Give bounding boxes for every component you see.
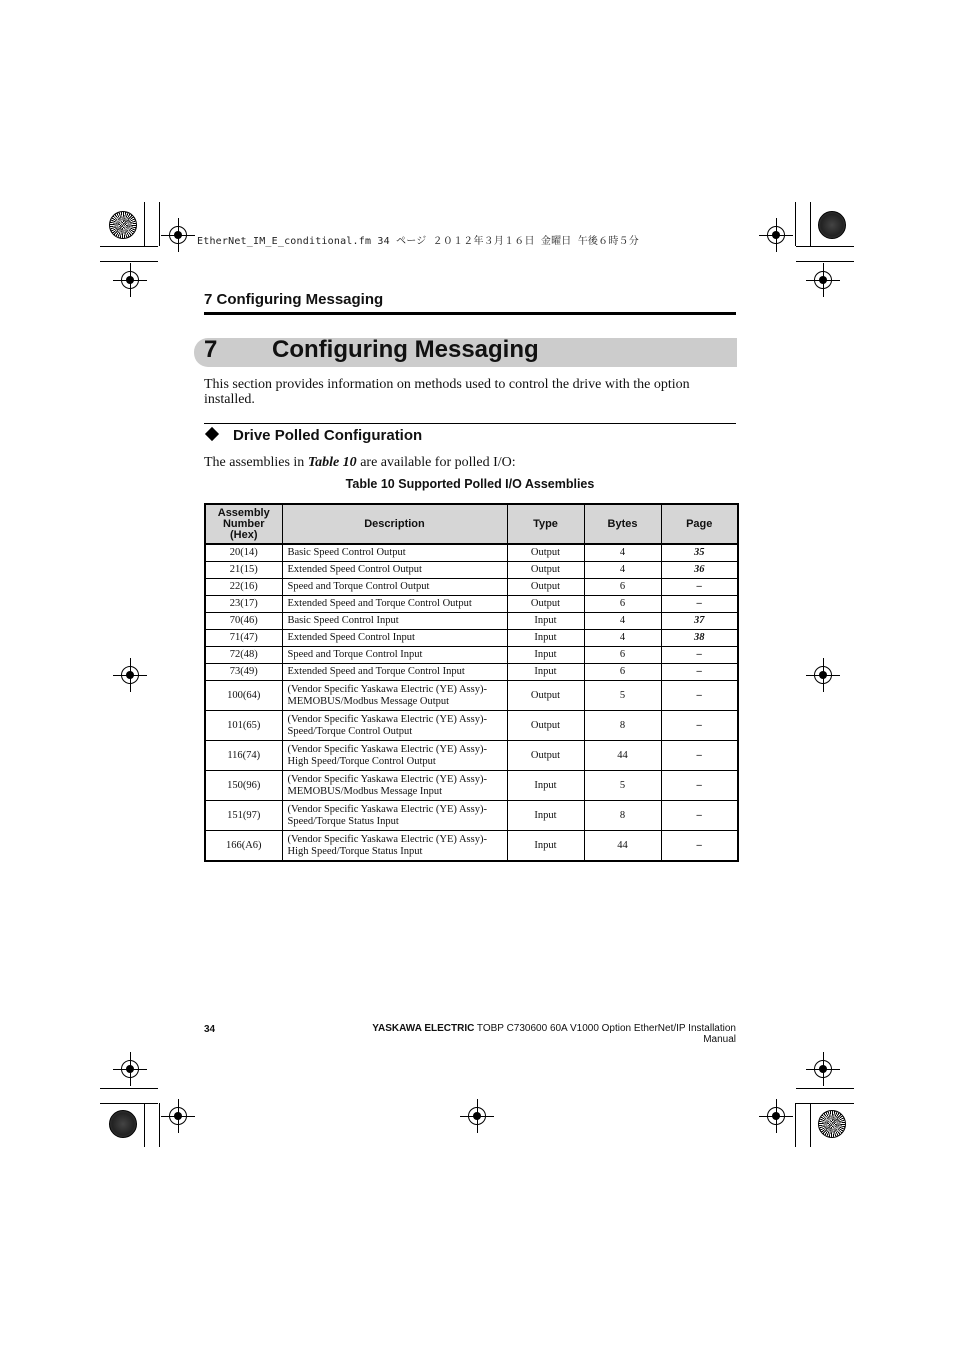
registration-star-icon	[109, 211, 137, 239]
page-cell: 37	[661, 613, 738, 630]
type-cell: Output	[507, 579, 584, 596]
table-row	[205, 664, 738, 681]
page-cell: –	[661, 596, 738, 613]
section-title: Drive Polled Configuration	[233, 427, 423, 444]
bytes-cell: 8	[584, 801, 661, 831]
description-cell: Speed and Torque Control Output	[282, 579, 507, 596]
page-number: 34	[204, 1024, 216, 1035]
bytes-cell: 5	[584, 771, 661, 801]
table-row	[205, 596, 738, 613]
bytes-cell: 5	[584, 681, 661, 711]
table-row	[205, 831, 738, 862]
table-row	[205, 711, 738, 741]
registration-target-icon	[468, 1107, 486, 1125]
footer-brand: YASKAWA ELECTRIC	[372, 1023, 475, 1034]
bytes-cell: 8	[584, 711, 661, 741]
registration-target-icon	[814, 666, 832, 684]
type-cell: Output	[507, 681, 584, 711]
page-cell: 38	[661, 630, 738, 647]
page-cell: –	[661, 711, 738, 741]
table-row	[205, 579, 738, 596]
registration-star-icon	[818, 1110, 846, 1138]
description-cell: (Vendor Specific Yaskawa Electric (YE) Assy)-MEMOBUS/Modbus Message Output	[282, 681, 507, 711]
column-header: Description	[282, 504, 507, 544]
bytes-cell: 44	[584, 741, 661, 771]
type-cell: Input	[507, 647, 584, 664]
column-header: Page	[661, 504, 738, 544]
bytes-cell: 6	[584, 596, 661, 613]
assembly-number-cell: 150(96)	[205, 771, 282, 801]
page-cell: –	[661, 681, 738, 711]
assembly-number-cell: 151(97)	[205, 801, 282, 831]
table-row	[205, 544, 738, 562]
type-cell: Output	[507, 711, 584, 741]
type-cell: Input	[507, 613, 584, 630]
type-cell: Input	[507, 630, 584, 647]
registration-star-icon	[109, 1110, 137, 1138]
bytes-cell: 4	[584, 544, 661, 562]
table-row	[205, 681, 738, 711]
table-row	[205, 630, 738, 647]
type-cell: Input	[507, 801, 584, 831]
paragraph-text: are available for polled I/O:	[356, 455, 516, 470]
description-cell: (Vendor Specific Yaskawa Electric (YE) Assy)-High Speed/Torque Status Input	[282, 831, 507, 862]
assembly-number-cell: 100(64)	[205, 681, 282, 711]
page-cell: –	[661, 579, 738, 596]
running-head-rule	[204, 312, 736, 315]
assembly-number-cell: 21(15)	[205, 562, 282, 579]
table-reference: Table 10	[307, 455, 357, 470]
page-cell: 35	[661, 544, 738, 562]
file-info-slug: EtherNet_IM_E_conditional.fm 34 ページ ２０１２年３月１６日 金曜日 午後６時５分	[197, 236, 639, 247]
bytes-cell: 6	[584, 579, 661, 596]
table-row	[205, 647, 738, 664]
type-cell: Input	[507, 664, 584, 681]
assembly-number-cell: 101(65)	[205, 711, 282, 741]
table-row	[205, 771, 738, 801]
registration-target-icon	[814, 271, 832, 289]
column-header: Bytes	[584, 504, 661, 544]
column-header: Type	[507, 504, 584, 544]
registration-target-icon	[121, 271, 139, 289]
bytes-cell: 4	[584, 613, 661, 630]
registration-target-icon	[121, 1060, 139, 1078]
bytes-cell: 4	[584, 562, 661, 579]
diamond-bullet-icon	[205, 427, 219, 441]
description-cell: (Vendor Specific Yaskawa Electric (YE) Assy)-MEMOBUS/Modbus Message Input	[282, 771, 507, 801]
type-cell: Output	[507, 544, 584, 562]
page-cell: –	[661, 831, 738, 862]
table-row	[205, 613, 738, 630]
assembly-number-cell: 20(14)	[205, 544, 282, 562]
section-rule	[204, 423, 736, 424]
footer-doc: TOBP C730600 60A V1000 Option EtherNet/IP Installation Manual	[474, 1023, 736, 1045]
page-cell: –	[661, 801, 738, 831]
table-intro-paragraph	[204, 455, 516, 471]
bytes-cell: 6	[584, 647, 661, 664]
assembly-number-cell: 166(A6)	[205, 831, 282, 862]
table-caption: Table 10 Supported Polled I/O Assemblies	[345, 477, 595, 491]
description-cell: Extended Speed and Torque Control Output	[282, 596, 507, 613]
table-row	[205, 741, 738, 771]
registration-target-icon	[767, 226, 785, 244]
assembly-number-cell: 70(46)	[205, 613, 282, 630]
registration-target-icon	[121, 666, 139, 684]
chapter-number: 7	[204, 336, 218, 363]
assembly-number-cell: 116(74)	[205, 741, 282, 771]
assembly-number-cell: 73(49)	[205, 664, 282, 681]
running-head: 7 Configuring Messaging	[204, 291, 384, 308]
table-header-row	[205, 504, 738, 544]
type-cell: Input	[507, 831, 584, 862]
page-cell: –	[661, 664, 738, 681]
assembly-number-cell: 72(48)	[205, 647, 282, 664]
type-cell: Output	[507, 562, 584, 579]
page-cell: –	[661, 771, 738, 801]
type-cell: Output	[507, 596, 584, 613]
page-cell: –	[661, 647, 738, 664]
description-cell: (Vendor Specific Yaskawa Electric (YE) Assy)-High Speed/Torque Control Output	[282, 741, 507, 771]
column-header: Assembly Number (Hex)	[205, 504, 282, 544]
bytes-cell: 4	[584, 630, 661, 647]
page-cell: 36	[661, 562, 738, 579]
registration-target-icon	[169, 226, 187, 244]
assembly-number-cell: 71(47)	[205, 630, 282, 647]
page-cell: –	[661, 741, 738, 771]
registration-target-icon	[767, 1107, 785, 1125]
description-cell: Basic Speed Control Output	[282, 544, 507, 562]
description-cell: Extended Speed and Torque Control Input	[282, 664, 507, 681]
assemblies-table	[204, 503, 739, 862]
assembly-number-cell: 22(16)	[205, 579, 282, 596]
registration-target-icon	[169, 1107, 187, 1125]
description-cell: Extended Speed Control Input	[282, 630, 507, 647]
registration-star-icon	[818, 211, 846, 239]
description-cell: (Vendor Specific Yaskawa Electric (YE) Assy)-Speed/Torque Control Output	[282, 711, 507, 741]
type-cell: Input	[507, 771, 584, 801]
table-row	[205, 562, 738, 579]
description-cell: Extended Speed Control Output	[282, 562, 507, 579]
assembly-number-cell: 23(17)	[205, 596, 282, 613]
description-cell: (Vendor Specific Yaskawa Electric (YE) Assy)-Speed/Torque Status Input	[282, 801, 507, 831]
bytes-cell: 44	[584, 831, 661, 862]
bytes-cell: 6	[584, 664, 661, 681]
description-cell: Basic Speed Control Input	[282, 613, 507, 630]
registration-target-icon	[814, 1060, 832, 1078]
intro-paragraph: This section provides information on methods used to control the drive with the option installed.	[204, 377, 690, 407]
table-row	[205, 801, 738, 831]
footer-doc-title	[360, 1023, 736, 1045]
type-cell: Output	[507, 741, 584, 771]
description-cell: Speed and Torque Control Input	[282, 647, 507, 664]
paragraph-text: The assemblies in	[204, 455, 308, 470]
chapter-title: Configuring Messaging	[272, 336, 539, 363]
